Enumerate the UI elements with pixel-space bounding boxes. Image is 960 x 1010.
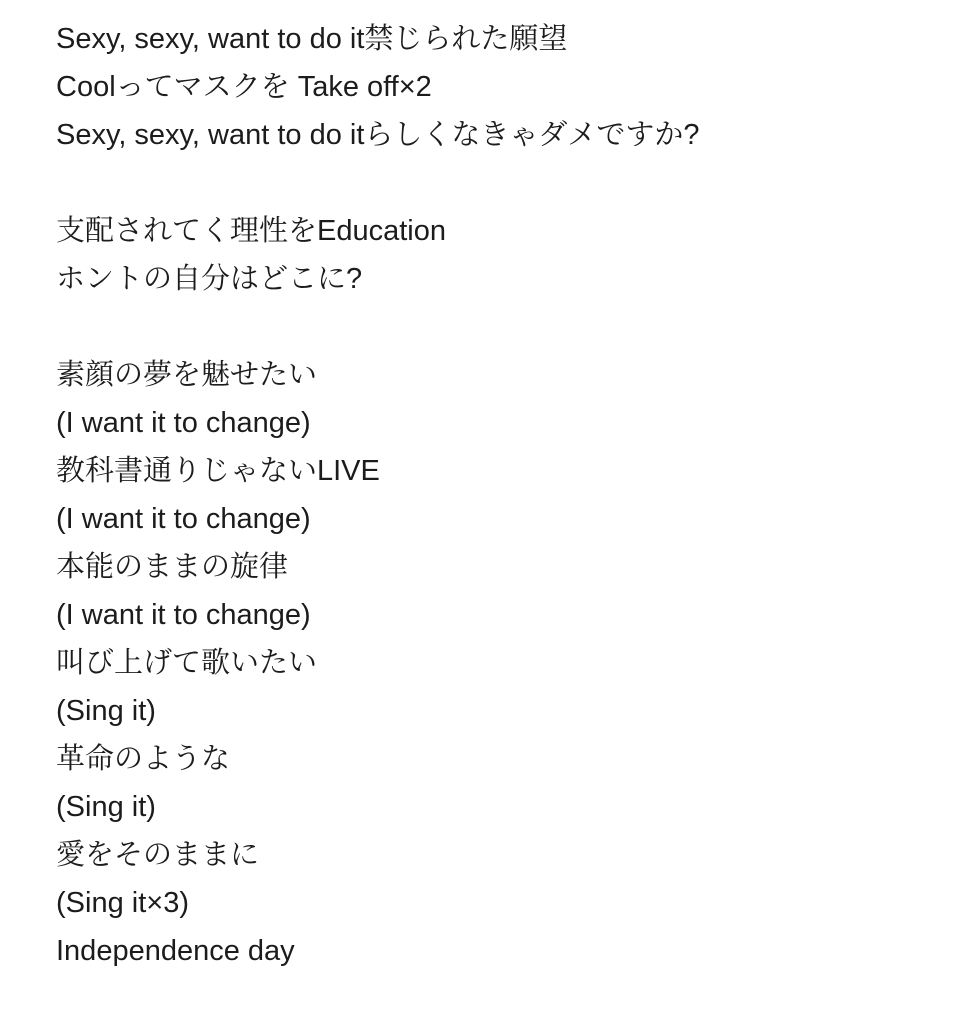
lyric-line: (I want it to change)	[56, 599, 311, 631]
lyric-line: ホントの自分はどこに?	[56, 263, 363, 295]
lyric-line: (Sing it×3)	[56, 887, 189, 919]
lyric-line: Coolってマスクを Take off×2	[56, 71, 432, 103]
lyric-line: (Sing it)	[56, 791, 156, 823]
lyric-line: Independence day	[56, 935, 295, 967]
lyric-line: 素顔の夢を魅せたい	[56, 359, 318, 391]
lyric-line: 教科書通りじゃないLIVE	[56, 455, 380, 487]
lyric-line: 支配されてく理性をEducation	[56, 215, 446, 247]
stanza-gap	[56, 303, 920, 351]
lyric-line: 叫び上げて歌いたい	[56, 647, 318, 679]
lyric-line: (I want it to change)	[56, 503, 311, 535]
lyric-line: 本能のままの旋律	[56, 551, 289, 583]
lyric-line: (I want it to change)	[56, 407, 311, 439]
lyric-line: (Sing it)	[56, 695, 156, 727]
lyric-line: Sexy, sexy, want to do itらしくなきゃダメですか?	[56, 119, 700, 151]
lyric-line: 革命のような	[56, 743, 231, 775]
stanza-gap	[56, 159, 920, 207]
lyric-line: Sexy, sexy, want to do it禁じられた願望	[56, 23, 568, 55]
lyrics-text	[56, 15, 920, 975]
lyric-line: 愛をそのままに	[56, 839, 260, 871]
